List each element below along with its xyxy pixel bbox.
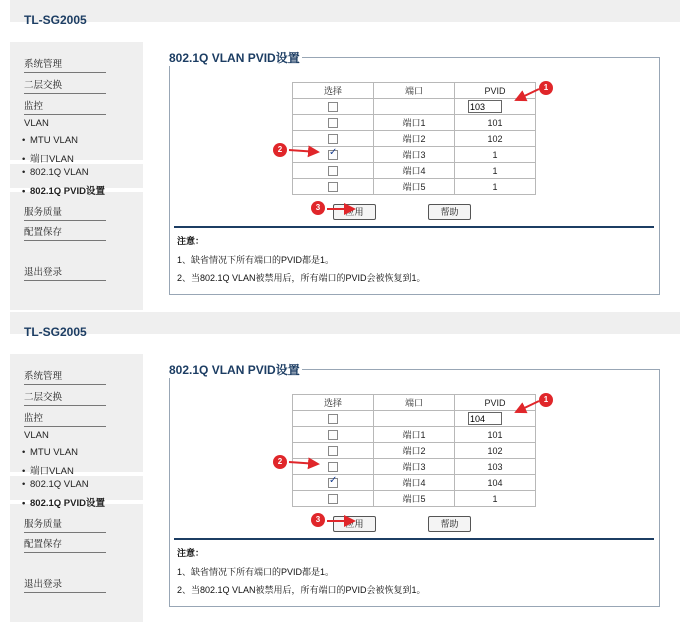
pvid-value: 1: [455, 491, 536, 507]
device-model-title: TL-SG2005: [24, 13, 87, 27]
callout-3: 3: [311, 201, 325, 215]
port-name: 端口2: [374, 443, 455, 459]
pvid-value: 104: [455, 475, 536, 491]
col-header-pvid: PVID: [455, 395, 536, 411]
nav-mtu-vlan[interactable]: • MTU VLAN: [22, 135, 79, 146]
annotation-arrows: [0, 312, 680, 624]
port-name: 端口1: [374, 115, 455, 131]
nav-qos[interactable]: 服务质量: [24, 204, 106, 221]
arrow-2: [289, 462, 318, 464]
port-name: 端口5: [374, 491, 455, 507]
nav-logout[interactable]: 退出登录: [24, 576, 106, 593]
nav-port-vlan[interactable]: • 端口VLAN: [22, 466, 74, 477]
port-name: 端口3: [374, 147, 455, 163]
nav-layer2[interactable]: 二层交换: [24, 389, 106, 406]
callout-2: 2: [273, 455, 287, 469]
pvid-value: 103: [455, 459, 536, 475]
nav-config-save[interactable]: 配置保存: [24, 224, 106, 241]
port-name: 端口4: [374, 163, 455, 179]
arrow-1: [516, 89, 539, 100]
screenshot-panel-2: [0, 312, 680, 624]
note-1: 1、缺省情况下所有端口的PVID都是1。: [177, 255, 335, 265]
notes-title: 注意：: [177, 548, 205, 558]
nav-qos[interactable]: 服务质量: [24, 516, 106, 533]
callout-1: 1: [539, 393, 553, 407]
pvid-value: 1: [455, 179, 536, 195]
note-1: 1、缺省情况下所有端口的PVID都是1。: [177, 567, 335, 577]
apply-button[interactable]: 应用: [333, 204, 376, 220]
device-model-title: TL-SG2005: [24, 325, 87, 339]
port-name: 端口4: [374, 475, 455, 491]
help-button[interactable]: 帮助: [428, 516, 471, 532]
note-2: 2、当802.1Q VLAN被禁用后，所有端口的PVID会被恢复到1。: [177, 585, 426, 595]
screenshot-panel-1: [0, 0, 680, 312]
port-name: 端口5: [374, 179, 455, 195]
nav-config-save[interactable]: 配置保存: [24, 536, 106, 553]
nav-vlan[interactable]: VLAN: [24, 118, 49, 129]
nav-layer2[interactable]: 二层交换: [24, 77, 106, 94]
arrow-2: [289, 150, 318, 152]
section-title: 802.1Q VLAN PVID设置: [169, 363, 300, 377]
nav-monitor[interactable]: 监控: [24, 410, 106, 427]
col-header-port: 端口: [374, 395, 455, 411]
arrow-1: [516, 401, 539, 412]
nav-mtu-vlan[interactable]: • MTU VLAN: [22, 447, 79, 458]
annotation-arrows: [0, 0, 680, 312]
port-name: 端口3: [374, 459, 455, 475]
callout-1: 1: [539, 81, 553, 95]
nav-vlan[interactable]: VLAN: [24, 430, 49, 441]
nav-logout[interactable]: 退出登录: [24, 264, 106, 281]
col-header-select: 选择: [293, 395, 374, 411]
nav-monitor[interactable]: 监控: [24, 98, 106, 115]
nav-8021q-vlan[interactable]: • 802.1Q VLAN: [22, 167, 89, 178]
nav-pvid-setting[interactable]: • 802.1Q PVID设置: [22, 498, 105, 509]
pvid-value: 102: [455, 443, 536, 459]
help-button[interactable]: 帮助: [428, 204, 471, 220]
col-header-pvid: PVID: [455, 83, 536, 99]
nav-system[interactable]: 系统管理: [24, 368, 106, 385]
pvid-value: 1: [455, 163, 536, 179]
port-name: 端口2: [374, 131, 455, 147]
port-name: 端口1: [374, 427, 455, 443]
col-header-select: 选择: [293, 83, 374, 99]
callout-2: 2: [273, 143, 287, 157]
callout-3: 3: [311, 513, 325, 527]
notes-title: 注意：: [177, 236, 205, 246]
note-2: 2、当802.1Q VLAN被禁用后，所有端口的PVID会被恢复到1。: [177, 273, 426, 283]
nav-system[interactable]: 系统管理: [24, 56, 106, 73]
nav-pvid-setting[interactable]: • 802.1Q PVID设置: [22, 186, 105, 197]
col-header-port: 端口: [374, 83, 455, 99]
pvid-value: 102: [455, 131, 536, 147]
section-title: 802.1Q VLAN PVID设置: [169, 51, 300, 65]
nav-8021q-vlan[interactable]: • 802.1Q VLAN: [22, 479, 89, 490]
nav-port-vlan[interactable]: • 端口VLAN: [22, 154, 74, 165]
apply-button[interactable]: 应用: [333, 516, 376, 532]
pvid-value: 101: [455, 427, 536, 443]
pvid-value: 101: [455, 115, 536, 131]
pvid-value: 1: [455, 147, 536, 163]
